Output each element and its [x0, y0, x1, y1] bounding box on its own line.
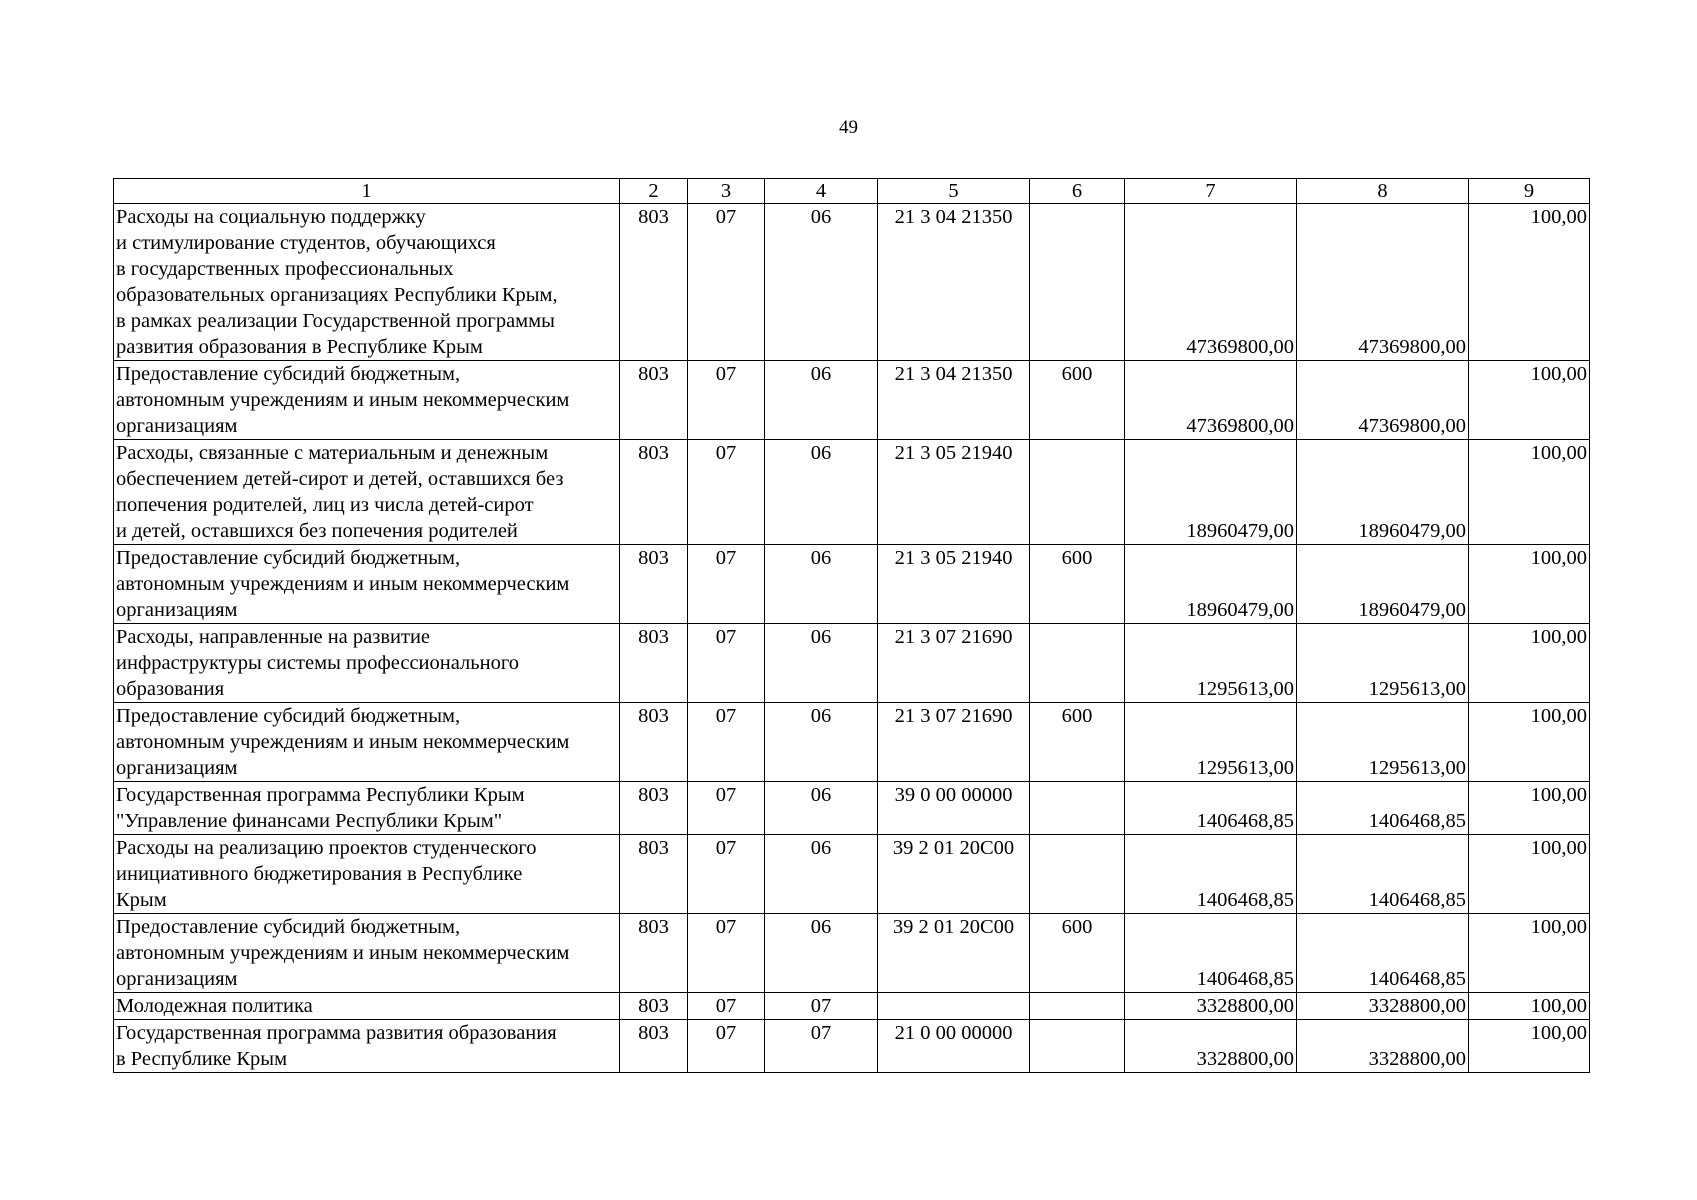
row-description: Молодежная политика — [114, 993, 620, 1020]
cell-target-article: 21 3 04 21350 — [878, 361, 1030, 440]
cell-subsection: 06 — [765, 782, 878, 835]
cell-section: 07 — [688, 782, 765, 835]
cell-amount-approved: 1406468,85 — [1125, 782, 1297, 835]
cell-admin-code: 803 — [620, 545, 688, 624]
cell-amount-executed: 47369800,00 — [1297, 204, 1469, 361]
cell-target-article: 21 3 07 21690 — [878, 703, 1030, 782]
cell-admin-code: 803 — [620, 1020, 688, 1073]
cell-section: 07 — [688, 624, 765, 703]
row-description: Расходы, связанные с материальным и денежным обеспечением детей-сирот и детей, оставшихся без попечения родителей, лиц из числа детей-сирот и детей, оставшихся без попечения родителей — [114, 440, 620, 545]
cell-admin-code: 803 — [620, 703, 688, 782]
row-description: Предоставление субсидий бюджетным, автономным учреждениям и иным некоммерческим организациям — [114, 545, 620, 624]
cell-percent: 100,00 — [1469, 835, 1590, 914]
cell-percent: 100,00 — [1469, 914, 1590, 993]
cell-subsection: 06 — [765, 440, 878, 545]
header-cell: 6 — [1030, 179, 1125, 204]
cell-expense-type — [1030, 835, 1125, 914]
header-cell: 8 — [1297, 179, 1469, 204]
header-cell: 5 — [878, 179, 1030, 204]
row-description: Расходы на реализацию проектов студенческого инициативного бюджетирования в Республике Крым — [114, 835, 620, 914]
cell-section: 07 — [688, 361, 765, 440]
cell-percent: 100,00 — [1469, 545, 1590, 624]
cell-target-article: 39 2 01 20С00 — [878, 914, 1030, 993]
cell-amount-executed: 1406468,85 — [1297, 835, 1469, 914]
table-row — [114, 782, 1590, 835]
header-cell: 7 — [1125, 179, 1297, 204]
cell-amount-executed: 18960479,00 — [1297, 545, 1469, 624]
table-row — [114, 1020, 1590, 1073]
cell-amount-approved: 18960479,00 — [1125, 440, 1297, 545]
header-row — [114, 179, 1590, 204]
cell-section: 07 — [688, 1020, 765, 1073]
table-row — [114, 914, 1590, 993]
header-cell: 2 — [620, 179, 688, 204]
cell-expense-type — [1030, 440, 1125, 545]
cell-admin-code: 803 — [620, 782, 688, 835]
cell-amount-approved: 47369800,00 — [1125, 361, 1297, 440]
header-cell: 1 — [114, 179, 620, 204]
cell-amount-executed: 3328800,00 — [1297, 993, 1469, 1020]
cell-section: 07 — [688, 914, 765, 993]
cell-percent: 100,00 — [1469, 993, 1590, 1020]
cell-subsection: 06 — [765, 703, 878, 782]
row-description: Расходы, направленные на развитие инфраструктуры системы профессионального образования — [114, 624, 620, 703]
cell-subsection: 06 — [765, 914, 878, 993]
header-cell: 9 — [1469, 179, 1590, 204]
cell-admin-code: 803 — [620, 361, 688, 440]
table-row — [114, 993, 1590, 1020]
cell-amount-executed: 1295613,00 — [1297, 624, 1469, 703]
page-number: 49 — [839, 117, 858, 138]
header-cell: 3 — [688, 179, 765, 204]
cell-amount-approved: 1295613,00 — [1125, 703, 1297, 782]
row-description: Предоставление субсидий бюджетным, автономным учреждениям и иным некоммерческим организациям — [114, 361, 620, 440]
table-row — [114, 440, 1590, 545]
cell-percent: 100,00 — [1469, 782, 1590, 835]
cell-section: 07 — [688, 993, 765, 1020]
cell-percent: 100,00 — [1469, 624, 1590, 703]
cell-expense-type — [1030, 624, 1125, 703]
cell-amount-approved: 18960479,00 — [1125, 545, 1297, 624]
table-row — [114, 835, 1590, 914]
cell-expense-type: 600 — [1030, 545, 1125, 624]
cell-expense-type — [1030, 1020, 1125, 1073]
cell-target-article: 21 3 04 21350 — [878, 204, 1030, 361]
cell-amount-approved: 1406468,85 — [1125, 835, 1297, 914]
cell-subsection: 07 — [765, 1020, 878, 1073]
cell-admin-code: 803 — [620, 914, 688, 993]
table-row — [114, 361, 1590, 440]
cell-section: 07 — [688, 703, 765, 782]
cell-expense-type — [1030, 993, 1125, 1020]
budget-table — [113, 178, 1590, 1073]
row-description: Государственная программа развития образования в Республике Крым — [114, 1020, 620, 1073]
cell-subsection: 06 — [765, 835, 878, 914]
cell-amount-approved: 1406468,85 — [1125, 914, 1297, 993]
cell-amount-executed: 18960479,00 — [1297, 440, 1469, 545]
row-description: Государственная программа Республики Крым "Управление финансами Республики Крым" — [114, 782, 620, 835]
cell-percent: 100,00 — [1469, 703, 1590, 782]
cell-admin-code: 803 — [620, 624, 688, 703]
cell-amount-executed: 1406468,85 — [1297, 914, 1469, 993]
cell-subsection: 06 — [765, 545, 878, 624]
table-row — [114, 703, 1590, 782]
cell-amount-approved: 1295613,00 — [1125, 624, 1297, 703]
row-description: Предоставление субсидий бюджетным, автономным учреждениям и иным некоммерческим организациям — [114, 914, 620, 993]
cell-subsection: 07 — [765, 993, 878, 1020]
cell-expense-type: 600 — [1030, 914, 1125, 993]
row-description: Расходы на социальную поддержку и стимулирование студентов, обучающихся в государственных профессиональных образовательных организациях Республики Крым, в рамках реализации Государственной программы развития образования в Республике Крым — [114, 204, 620, 361]
cell-amount-executed: 1295613,00 — [1297, 703, 1469, 782]
cell-expense-type: 600 — [1030, 703, 1125, 782]
cell-expense-type — [1030, 782, 1125, 835]
table-row — [114, 545, 1590, 624]
cell-amount-approved: 3328800,00 — [1125, 1020, 1297, 1073]
cell-subsection: 06 — [765, 624, 878, 703]
cell-amount-approved: 3328800,00 — [1125, 993, 1297, 1020]
cell-subsection: 06 — [765, 204, 878, 361]
cell-expense-type — [1030, 204, 1125, 361]
cell-admin-code: 803 — [620, 835, 688, 914]
cell-section: 07 — [688, 545, 765, 624]
cell-admin-code: 803 — [620, 440, 688, 545]
cell-subsection: 06 — [765, 361, 878, 440]
cell-percent: 100,00 — [1469, 361, 1590, 440]
cell-amount-executed: 47369800,00 — [1297, 361, 1469, 440]
cell-percent: 100,00 — [1469, 204, 1590, 361]
cell-amount-executed: 1406468,85 — [1297, 782, 1469, 835]
cell-target-article: 39 0 00 00000 — [878, 782, 1030, 835]
cell-section: 07 — [688, 835, 765, 914]
table-row — [114, 204, 1590, 361]
table-row — [114, 624, 1590, 703]
cell-target-article: 39 2 01 20С00 — [878, 835, 1030, 914]
cell-target-article: 21 3 05 21940 — [878, 545, 1030, 624]
cell-section: 07 — [688, 440, 765, 545]
cell-admin-code: 803 — [620, 993, 688, 1020]
cell-percent: 100,00 — [1469, 440, 1590, 545]
header-cell: 4 — [765, 179, 878, 204]
cell-amount-executed: 3328800,00 — [1297, 1020, 1469, 1073]
cell-admin-code: 803 — [620, 204, 688, 361]
cell-expense-type: 600 — [1030, 361, 1125, 440]
cell-target-article: 21 3 05 21940 — [878, 440, 1030, 545]
cell-target-article: 21 0 00 00000 — [878, 1020, 1030, 1073]
cell-amount-approved: 47369800,00 — [1125, 204, 1297, 361]
row-description: Предоставление субсидий бюджетным, автономным учреждениям и иным некоммерческим организациям — [114, 703, 620, 782]
cell-section: 07 — [688, 204, 765, 361]
cell-percent: 100,00 — [1469, 1020, 1590, 1073]
cell-target-article — [878, 993, 1030, 1020]
cell-target-article: 21 3 07 21690 — [878, 624, 1030, 703]
